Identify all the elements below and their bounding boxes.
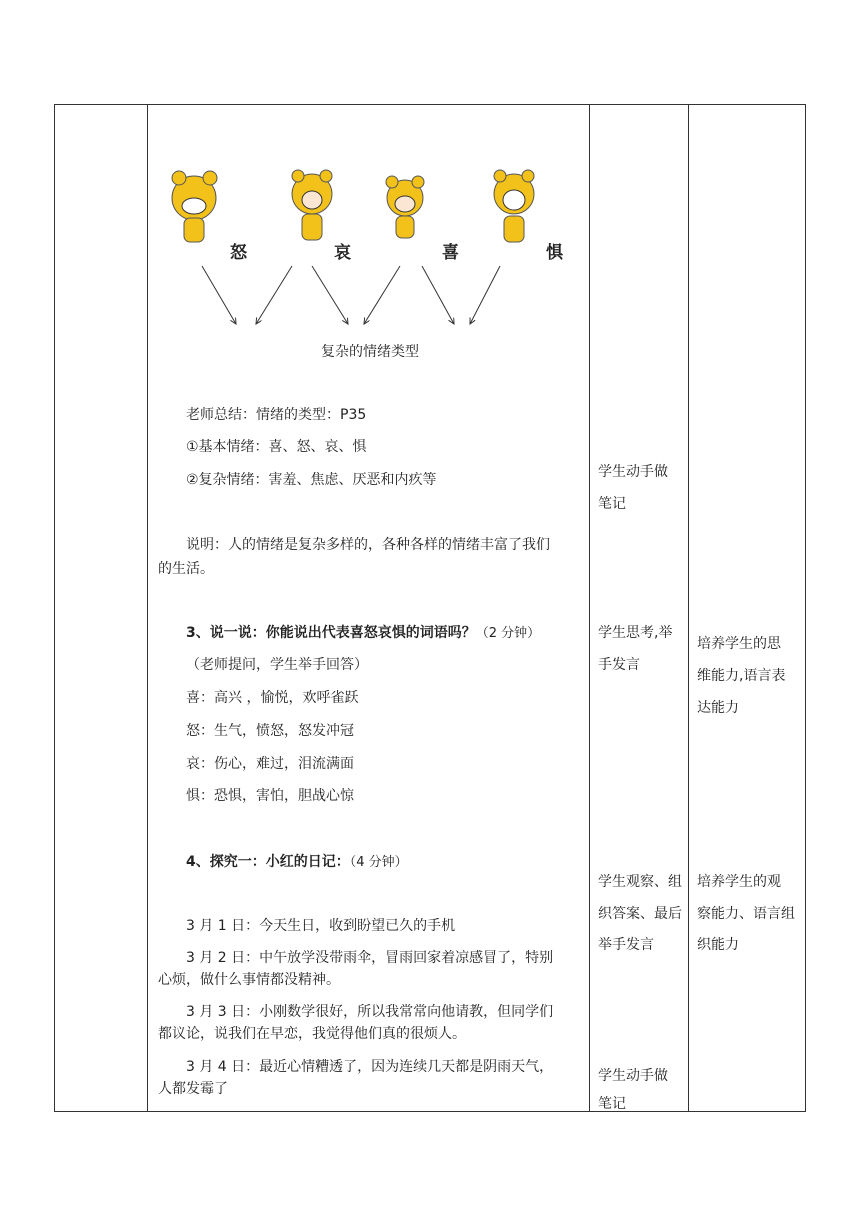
design-purpose: 织能力 <box>697 937 739 953</box>
design-purpose: 察能力、语言组 <box>697 906 795 922</box>
section4-title: 4、探究一：小红的日记： <box>186 854 350 870</box>
design-purpose: 达能力 <box>697 700 739 716</box>
section4-heading <box>186 852 408 873</box>
sad-character-icon <box>292 170 332 240</box>
student-activity: 学生动手做 <box>598 1068 668 1084</box>
happy-character-icon <box>386 176 424 238</box>
word-line: 怒：生气，愤怒，怒发冲冠 <box>186 723 354 739</box>
student-activity: 学生观察、组 <box>598 874 682 890</box>
diary-entry: 3 月 1 日：今天生日，收到盼望已久的手机 <box>186 918 456 934</box>
section4-time: （4 分钟） <box>349 855 408 870</box>
word-line: 惧：恐惧，害怕，胆战心惊 <box>186 788 354 804</box>
diary-entry: 心烦，做什么事情都没精神。 <box>158 972 340 988</box>
design-purpose: 维能力,语言表 <box>697 668 786 684</box>
column-divider <box>147 105 148 1111</box>
complex-emotions: ②复杂情绪：害羞、焦虑、厌恶和内疚等 <box>186 472 437 488</box>
clipped-cell <box>596 1094 686 1111</box>
fearful-character-icon <box>494 170 534 242</box>
section3-heading <box>186 623 540 644</box>
column-divider <box>688 105 689 1111</box>
section3-title: 3、说一说：你能说出代表喜怒哀惧的词语吗？ <box>186 625 476 641</box>
student-activity: 学生思考,举 <box>598 625 673 641</box>
emotion-label: 惧 <box>546 243 563 263</box>
student-activity: 笔记 <box>598 496 626 512</box>
column-divider <box>589 105 590 1111</box>
section3-sub: （老师提问，学生举手回答） <box>186 657 368 673</box>
diary-entry: 3 月 4 日：最近心情糟透了，因为连续几天都是阴雨天气， <box>186 1059 554 1075</box>
diary-entry: 3 月 3 日：小刚数学很好，所以我常常向他请教，但同学们 <box>186 1004 554 1020</box>
note-line: 说明：人的情绪是复杂多样的，各种各样的情绪丰富了我们 <box>186 537 550 553</box>
diary-entry: 都议论，说我们在早恋，我觉得他们真的很烦人。 <box>158 1026 466 1042</box>
emotion-illustration <box>152 162 588 340</box>
student-activity: 手发言 <box>598 657 640 673</box>
student-activity: 织答案、最后 <box>598 906 682 922</box>
section3-time: （2 分钟） <box>475 626 541 641</box>
angry-character-icon <box>172 171 217 242</box>
word-line: 喜：高兴 ，愉悦，欢呼雀跃 <box>186 690 359 706</box>
student-activity: 学生动手做 <box>598 464 668 480</box>
emotion-label: 哀 <box>334 243 351 263</box>
combination-arrows <box>202 266 500 324</box>
design-purpose: 培养学生的思 <box>697 636 781 652</box>
emotion-label: 怒 <box>230 243 247 263</box>
diary-entry: 3 月 2 日：中午放学没带雨伞，冒雨回家着凉感冒了，特别 <box>186 950 554 966</box>
word-line: 哀：伤心，难过，泪流满面 <box>186 756 354 772</box>
design-purpose: 培养学生的观 <box>697 874 781 890</box>
student-activity: 笔记 <box>598 1096 626 1111</box>
figure-caption: 复杂的情绪类型 <box>321 344 419 360</box>
basic-emotions: ①基本情绪：喜、怒、哀、惧 <box>186 439 367 455</box>
student-activity: 举手发言 <box>598 937 654 953</box>
note-line: 的生活。 <box>158 561 214 577</box>
emotion-label: 喜 <box>442 243 459 263</box>
summary-title: 老师总结：情绪的类型：P35 <box>186 407 367 423</box>
diary-entry: 人都发霉了 <box>158 1081 228 1097</box>
